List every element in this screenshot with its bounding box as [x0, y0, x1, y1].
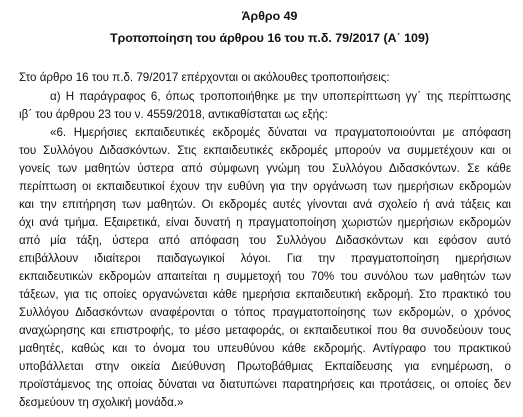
quote-line: αναχώρησης και επιστροφής, το μέσο μεταφοράς, οι εκπαιδευτικοί που θα συνοδεύουν τους: [19, 324, 511, 337]
quote-line: και την επιτήρηση των μαθητών. Οι εκδρομές αυτές γίνονται ανά σχολείο ή ανά τάξεις και: [19, 198, 511, 211]
intro-line: Στο άρθρο 16 του π.δ. 79/2017 επέρχονται οι ακόλουθες τροποποιήσεις:: [19, 71, 390, 84]
item-a-line: ιβ΄ του άρθρου 23 του ν. 4559/2018, αντικαθίσταται ως εξής:: [19, 108, 328, 121]
item-a-line: α) Η παράγραφος 6, όπως τροποποιήθηκε με την υποπερίπτωση γγ΄ της περίπτωσης: [50, 90, 511, 103]
quote-line: μαθητές, καθώς και το όνομα του υπευθύνου κάθε εκδρομής. Αντίγραφο του πρακτικού: [19, 342, 511, 355]
quote-line: δεσμεύουν τη σχολική μονάδα.»: [19, 396, 184, 409]
quote-line: του Συλλόγου Διδασκόντων. Στις εκπαιδευτικές εκδρομές μπορούν να συμμετέχουν και οι: [19, 144, 511, 157]
quote-line: όχι ανά τμήμα. Εξαιρετικά, είναι δυνατή η πραγματοποίηση χωριστών ημερήσιων εκδρομών: [19, 216, 511, 229]
quote-line: από μία τάξη, ύστερα από απόφαση του Συλλόγου Διδασκόντων και εφόσον αυτό: [19, 234, 511, 247]
quote-line: γονείς των μαθητών ύστερα από σύμφωνη γνώμη του Συλλόγου Διδασκόντων. Σε κάθε: [19, 162, 511, 175]
quote-line: Συλλόγου Διδασκόντων αναφέρονται ο τόπος πραγματοποίησης των εκδρομών, ο χρόνος: [19, 306, 511, 319]
quote-line: επιβάλλουν ιδιαίτεροι παιδαγωγικοί λόγοι. Για την πραγματοποίηση ημερήσιων: [19, 252, 511, 265]
quote-line: «6. Ημερήσιες εκπαιδευτικές εκδρομές δύναται να πραγματοποιούνται με απόφαση: [50, 126, 511, 139]
quote-line: προϊστάμενος της οποίας δύναται να διατυπώνει παρατηρήσεις και προτάσεις, οι οποίες δεν: [19, 378, 511, 391]
quote-line: περίπτωση οι εκπαιδευτικοί έχουν την ευθύνη για την οργάνωση των ημερήσιων εκδρομών: [19, 180, 511, 193]
quote-line: εκπαιδευτικών εκδρομών απαιτείται η συμμετοχή του 70% του συνόλου των μαθητών των: [19, 270, 511, 283]
quote-line: υποβάλλεται στην οικεία Διεύθυνση Πρωτοβάθμιας Εκπαίδευσης για ενημέρωση, ο: [19, 360, 511, 373]
quote-line: τάξεων, για τις οποίες οργανώνεται κάθε ημερήσια εκπαιδευτική εκδρομή. Στο πρακτικό του: [19, 288, 511, 301]
article-title: Άρθρο 49: [241, 9, 298, 23]
article-subtitle: Τροποποίηση του άρθρου 16 του π.δ. 79/2017 (Α΄ 109): [110, 31, 429, 45]
